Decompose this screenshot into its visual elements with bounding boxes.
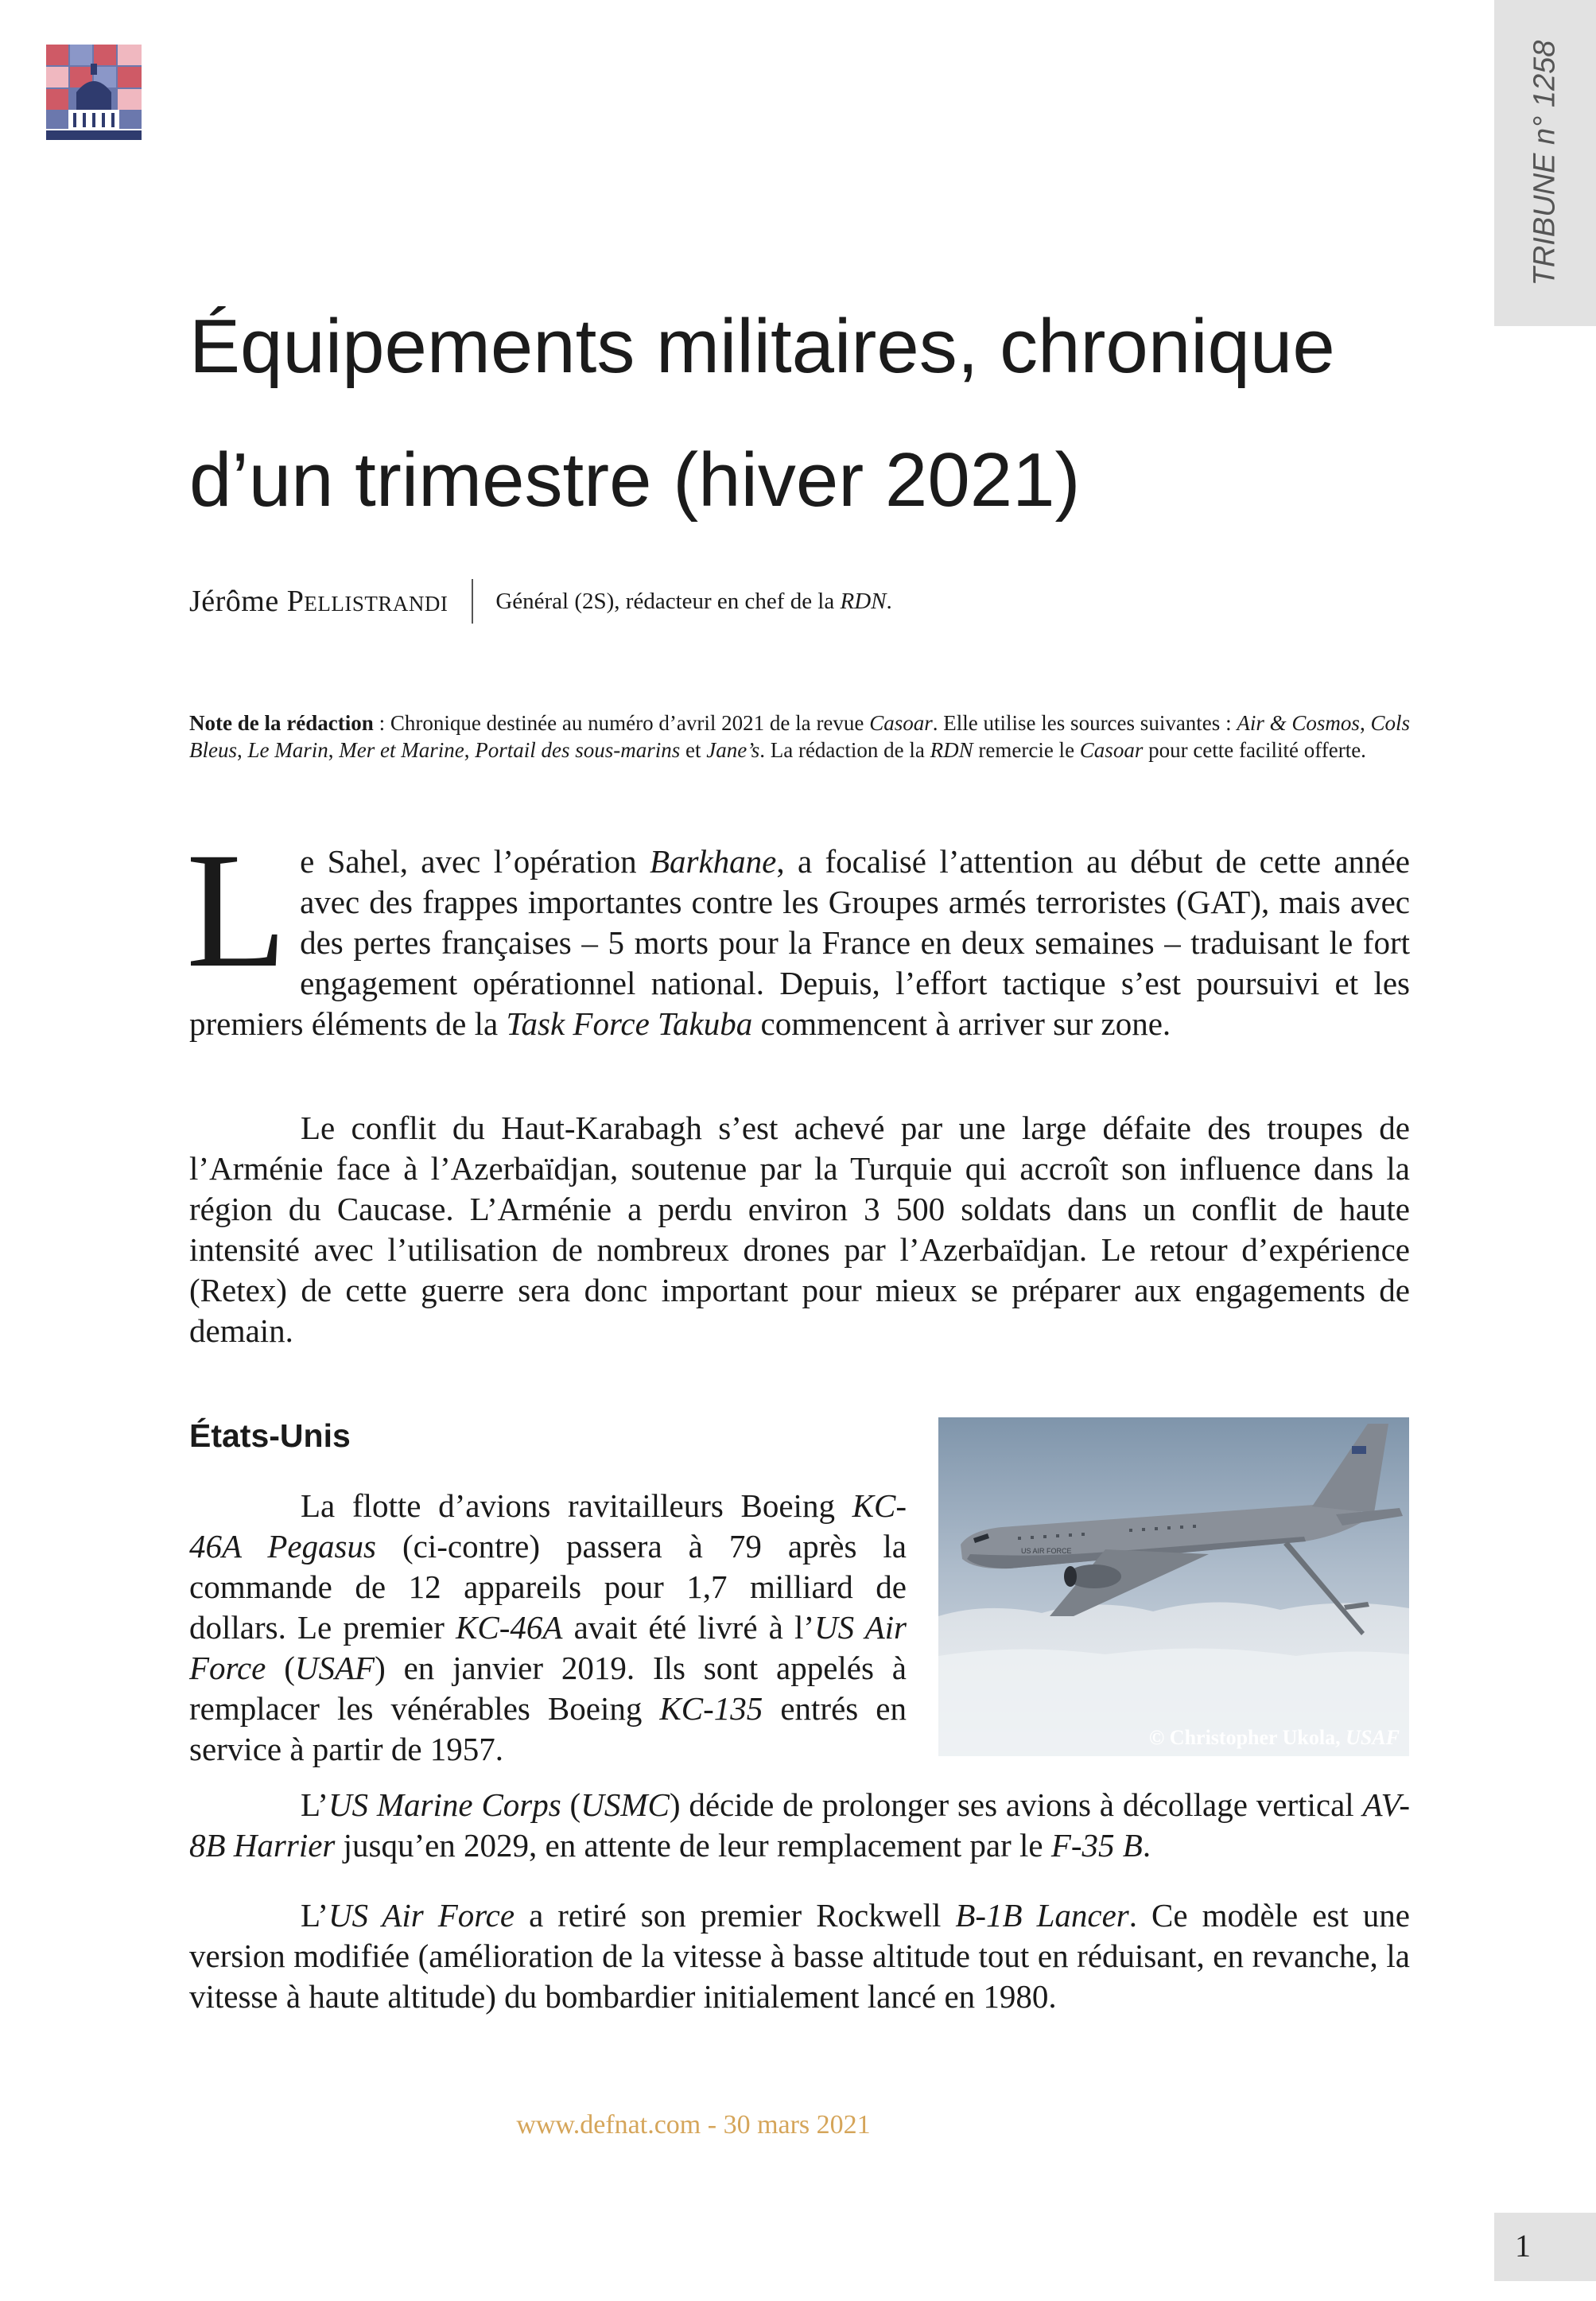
tribune-side-tab [1494, 0, 1596, 326]
kc46-aircraft-photo [938, 1417, 1409, 1756]
page-number: 1 [1515, 2228, 1531, 2264]
kc46-paragraph: La flotte d’avions ravitailleurs Boeing KC-46A Pegasus (ci-contre) passera à 79 après la commande de 12 appareils pour 1,7 milliard de dollars. Le premier KC-46A avait été livré à l’US Air Force (USAF) en janvier 2019. Ils sont appelés à remplacer les vénérables Boeing KC-135 entrés en service à partir de 1957. [189, 1487, 907, 1767]
publication-logo [46, 45, 142, 140]
byline-separator [472, 579, 473, 624]
fuselage-marking: US AIR FORCE [1021, 1547, 1072, 1555]
karabagh-paragraph: Le conflit du Haut-Karabagh s’est achevé par une large défaite des troupes de l’Arménie face à l’Azerbaïdjan, soutenue par la Turquie qui accroît son influence dans la région du Caucase. L’Arménie a perdu environ 3 500 soldats dans un conflit de haute intensité avec l’utilisation de nombreux drones par l’Azerbaïdjan. Le retour d’expérience (Retex) de cette guerre sera donc important pour mieux se préparer aux engagements de demain. [189, 1110, 1410, 1349]
usmc-paragraph: L’US Marine Corps (USMC) décide de prolonger ses avions à décollage vertical AV-8B Harrier jusqu’en 2029, en attente de leur remplacement par le F-35 B. [189, 1786, 1410, 1864]
author-name [189, 584, 448, 619]
byline [189, 577, 1430, 625]
tribune-number-label: TRIBUNE n° 1258 [1528, 40, 1562, 286]
b1b-paragraph: L’US Air Force a retiré son premier Rockwell B-1B Lancer. Ce modèle est une version modifiée (amélioration de la vitesse à basse altitude tout en réduisant, en revanche, la vitesse à haute altitude) du bombardier initialement lancé en 1980. [189, 1897, 1410, 2015]
page-number-tab [1494, 2213, 1596, 2281]
photo-credit: © Christopher Ukola, USAF [1148, 1726, 1400, 1749]
author-first-name: Jérôme [189, 585, 279, 618]
institution-dome-logo-icon [46, 45, 142, 140]
note-label: Note de la rédaction [189, 711, 374, 735]
intro-paragraph: Le Sahel, avec l’opération Barkhane, a focalisé l’attention au début de cette année avec des frappes importantes contre les Groupes armés terroristes (GAT), mais avec des pertes françaises – 5 morts pour la France en deux semaines – traduisant le fort engagement opérationnel national. Depuis, l’effort tactique s’est poursuivi et les premiers éléments de la Task Force Takuba commencent à arriver sur zone. [186, 818, 1410, 1042]
editorial-note: Note de la rédaction : Chronique destinée au numéro d’avril 2021 de la revue Casoar. Elle utilise les sources suivantes : Air & Cosmos, Cols Bleus, Le Marin, Mer et Marine, Portail des sous-marins et Jane’s. La rédaction de la RDN remercie le Casoar pour cette facilité offerte. [189, 711, 1411, 762]
article-title: Équipements militaires, chronique d’un trimestre (hiver 2021) [189, 304, 1335, 523]
author-last-name: Pellistrandi [286, 585, 449, 618]
drop-cap: L [186, 818, 288, 1001]
section-heading: États-Unis [189, 1417, 351, 1454]
tanker-aircraft-icon [938, 1417, 1409, 1756]
footer-website-date[interactable]: www.defnat.com - 30 mars 2021 [516, 2110, 871, 2140]
author-affiliation: Général (2S), rédacteur en chef de la RDN. [495, 588, 892, 614]
